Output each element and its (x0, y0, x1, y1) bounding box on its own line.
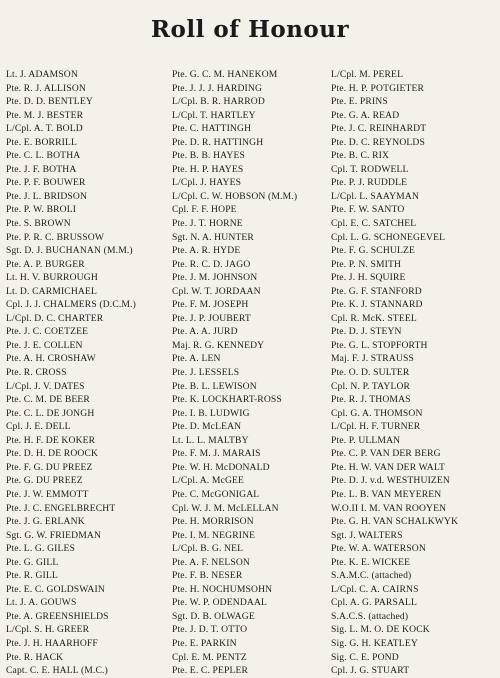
name-column-2 (172, 68, 330, 678)
honour-name: L/Cpl. T. HARTLEY (172, 109, 256, 121)
honour-name: Pte. E. BORRILL (6, 136, 78, 148)
honour-name: Pte. D. R. HATTINGH (172, 136, 264, 148)
honour-name: S.A.C.S. (attached) (331, 610, 409, 622)
honour-name: Pte. C. L. DE JONGH (6, 407, 95, 419)
honour-name: Sgt. D. B. OLWAGE (172, 610, 255, 622)
honour-name: Pte. K. J. STANNARD (331, 299, 423, 311)
honour-name: Pte. J. H. HAARHOFF (6, 637, 98, 649)
honour-name: Pte. G. A. READ (331, 109, 400, 121)
honour-name: Pte. H. MORRISON (172, 516, 254, 528)
honour-name: Pte. A. H. CROSHAW (6, 353, 96, 365)
honour-name: Pte. I. B. LUDWIG (172, 407, 250, 419)
honour-name: Pte. J. C. COETZEE (6, 326, 89, 338)
honour-name: Sig. G. H. KEATLEY (331, 637, 418, 649)
honour-name: L/Cpl. H. F. TURNER (331, 421, 421, 433)
honour-name: Pte. H. F. DE KOKER (6, 434, 96, 446)
honour-name: Pte. F. M. J. MARAIS (172, 448, 261, 460)
honour-name: Pte. I. M. NEGRINE (172, 529, 256, 541)
honour-name: Pte. S. BROWN (6, 218, 71, 230)
honour-name: Pte. A. F. NELSON (172, 556, 251, 568)
honour-name: Capt. C. E. HALL (M.C.) (6, 665, 108, 677)
honour-name: Pte. R. J. ALLISON (6, 82, 86, 94)
honour-name: Pte. R. CROSS (6, 367, 67, 379)
honour-name: Pte. K. E. WICKEE (331, 556, 411, 568)
honour-name: Cpl. A. G. PARSALL (331, 597, 418, 609)
honour-name: Pte. G. DU PREEZ (6, 475, 83, 487)
honour-name: Pte. J. E. COLLEN (6, 339, 83, 351)
honour-name: Cpl. W. T. JORDAAN (172, 285, 261, 297)
honour-name: Cpl. W. J. M. McLELLAN (172, 502, 279, 514)
honour-name: Pte. J. J. J. HARDING (172, 82, 263, 94)
honour-name: Pte. O. D. SULTER (331, 367, 410, 379)
honour-name: Pte. P. W. BROLI (6, 204, 77, 216)
honour-name: Cpl. E. C. SATCHEL (331, 218, 417, 230)
honour-name: Cpl. J. E. DELL (6, 421, 71, 433)
honour-name: Pte. J. T. HORNE (172, 218, 243, 230)
honour-name: L/Cpl. B. R. HARROD (172, 96, 265, 108)
honour-name: Pte. P. F. BOUWER (6, 177, 86, 189)
honour-name: Pte. R. C. D. JAGO (172, 258, 251, 270)
honour-name: Pte. A. GREENSHIELDS (6, 610, 109, 622)
honour-name: L/Cpl. J. HAYES (172, 177, 242, 189)
honour-name: Pte. J. D. T. OTTO (172, 624, 248, 636)
honour-name: Sgt. J. WALTERS (331, 529, 403, 541)
honour-name: Pte. M. J. BESTER (6, 109, 84, 121)
honour-name: Pte. W. H. McDONALD (172, 461, 270, 473)
honour-name: Pte. J. C. REINHARDT (331, 123, 427, 135)
honour-name: Pte. J. C. ENGELBRECHT (6, 502, 116, 514)
honour-name: Pte. E. C. GOLDSWAIN (6, 583, 105, 595)
honour-name: Lt. L. L. MALTBY (172, 434, 249, 446)
page-title: Roll of Honour (150, 16, 350, 43)
honour-name: Pte. H. P. HAYES (172, 163, 244, 175)
honour-name: Pte. J. H. SQUIRE (331, 272, 406, 284)
honour-name: Pte. K. LOCKHART-ROSS (172, 394, 282, 406)
honour-name: Pte. F. G. DU PREEZ (6, 461, 93, 473)
honour-name: Pte. H. P. POTGIETER (331, 82, 425, 94)
honour-name: Pte. W. A. WATERSON (331, 543, 426, 555)
honour-name: Pte. J. L. BRIDSON (6, 190, 88, 202)
honour-name: Pte. J. G. ERLANK (6, 516, 85, 528)
name-column-1 (6, 68, 164, 678)
honour-name: Pte. P. ULLMAN (331, 434, 401, 446)
honour-name: Pte. R. HACK (6, 651, 64, 663)
honour-name: Pte. G. L. STOPFORTH (331, 339, 428, 351)
honour-name: Maj. R. G. KENNEDY (172, 339, 265, 351)
honour-name: Cpl. J. J. CHALMERS (D.C.M.) (6, 299, 137, 311)
honour-name: Pte. C. M. DE BEER (6, 394, 90, 406)
honour-name: Pte. G. F. STANFORD (331, 285, 422, 297)
honour-name: Cpl. T. RODWELL (331, 163, 409, 175)
honour-name: Pte. L. G. GILES (6, 543, 76, 555)
honour-name: Sig. L. M. O. DE KOCK (331, 624, 430, 636)
honour-name: Pte. C. McGONIGAL (172, 488, 260, 500)
honour-name: L/Cpl. A. McGEE (172, 475, 245, 487)
honour-name: Pte. J. W. EMMOTT (6, 488, 89, 500)
honour-name: Pte. A. LEN (172, 353, 221, 365)
honour-name: Lt. D. CARMICHAEL (6, 285, 98, 297)
honour-name: Pte. P. R. C. BRUSSOW (6, 231, 105, 243)
honour-name: L/Cpl. L. SAAYMAN (331, 190, 420, 202)
honour-name: Sgt. N. A. HUNTER (172, 231, 254, 243)
honour-name: Pte. F. B. NESER (172, 570, 243, 582)
honour-name: Cpl. G. A. THOMSON (331, 407, 423, 419)
honour-name: Cpl. L. G. SCHONEGEVEL (331, 231, 446, 243)
honour-name: Pte. G. GILL (6, 556, 59, 568)
honour-name: Pte. D. McLEAN (172, 421, 242, 433)
honour-name: Lt. J. ADAMSON (6, 69, 78, 80)
honour-name: Maj. F. J. STRAUSS (331, 353, 414, 365)
honour-name: L/Cpl. B. G. NEL (172, 543, 244, 555)
honour-name: S.A.M.C. (attached) (331, 570, 412, 582)
honour-name: Pte. J. LESSELS (172, 367, 240, 379)
honour-name: Sgt. D. J. BUCHANAN (M.M.) (6, 245, 133, 257)
honour-name: L/Cpl. J. V. DATES (6, 380, 85, 392)
honour-name: L/Cpl. C. W. HOBSON (M.M.) (172, 190, 298, 202)
honour-name: Pte. J. F. BOTHA (6, 163, 77, 175)
honour-name: Pte. P. J. RUDDLE (331, 177, 408, 189)
honour-name: Cpl. J. G. STUART (331, 665, 410, 677)
honour-name: L/Cpl. S. H. GREER (6, 624, 90, 636)
honour-name: Pte. A. A. JURD (172, 326, 238, 338)
honour-name: Sig. C. E. POND (331, 651, 399, 663)
honour-name: Pte. B. C. RIX (331, 150, 390, 162)
honour-name: Pte. F. W. SANTO (331, 204, 405, 216)
honour-name: L/Cpl. D. C. CHARTER (6, 312, 104, 324)
honour-name: Pte. D. D. BENTLEY (6, 96, 93, 108)
honour-name: Pte. D. J. STEYN (331, 326, 402, 338)
honour-name: Sgt. G. W. FRIEDMAN (6, 529, 102, 541)
honour-name: Pte. P. N. SMITH (331, 258, 402, 270)
honour-name: Pte. J. M. JOHNSON (172, 272, 258, 284)
honour-name: Pte. G. C. M. HANEKOM (172, 69, 278, 80)
honour-name: Cpl. N. P. TAYLOR (331, 380, 411, 392)
honour-name: Pte. C. L. BOTHA (6, 150, 81, 162)
honour-name: Pte. B. L. LEWISON (172, 380, 257, 392)
honour-name: Lt. H. V. BURROUGH (6, 272, 98, 284)
honour-name: Pte. H. NOCHUMSOHN (172, 583, 273, 595)
honour-name: Pte. E. C. PEPLER (172, 665, 249, 677)
honour-name: Pte. C. P. VAN DER BERG (331, 448, 441, 460)
honour-name: L/Cpl. A. T. BOLD (6, 123, 83, 135)
honour-name: Pte. R. GILL (6, 570, 58, 582)
name-column-3 (331, 68, 497, 678)
honour-name: Pte. C. HATTINGH (172, 123, 252, 135)
honour-name: Pte. D. J. v.d. WESTHUIZEN (331, 475, 451, 487)
honour-name: Pte. G. H. VAN SCHALKWYK (331, 516, 459, 528)
honour-name: Pte. E. PRINS (331, 96, 388, 108)
honour-name: Pte. E. PARKIN (172, 637, 237, 649)
honour-name: Pte. D. C. REYNOLDS (331, 136, 425, 148)
honour-name: Pte. R. J. THOMAS (331, 394, 411, 406)
honour-name: Lt. J. A. GOUWS (6, 597, 77, 609)
honour-name: Pte. F. G. SCHULZE (331, 245, 416, 257)
honour-name: Pte. W. P. ODENDAAL (172, 597, 268, 609)
honour-name: Pte. B. B. HAYES (172, 150, 245, 162)
honour-name: Cpl. R. McK. STEEL (331, 312, 417, 324)
honour-name: Cpl. F. F. HOPE (172, 204, 237, 216)
honour-name: W.O.II I. M. VAN ROOYEN (331, 502, 447, 514)
honour-name: Pte. A. P. BURGER (6, 258, 85, 270)
honour-name: Pte. L. B. VAN MEYEREN (331, 488, 442, 500)
honour-name: Pte. J. P. JOUBERT (172, 312, 251, 324)
honour-name: L/Cpl. C. A. CAIRNS (331, 583, 419, 595)
honour-name: Cpl. E. M. PENTZ (172, 651, 247, 663)
honour-name: L/Cpl. M. PEREL (331, 69, 404, 80)
honour-name: Pte. A. R. HYDE (172, 245, 241, 257)
honour-name: Pte. D. H. DE ROOCK (6, 448, 99, 460)
honour-name: Pte. F. M. JOSEPH (172, 299, 249, 311)
honour-name: Pte. H. W. VAN DER WALT (331, 461, 445, 473)
